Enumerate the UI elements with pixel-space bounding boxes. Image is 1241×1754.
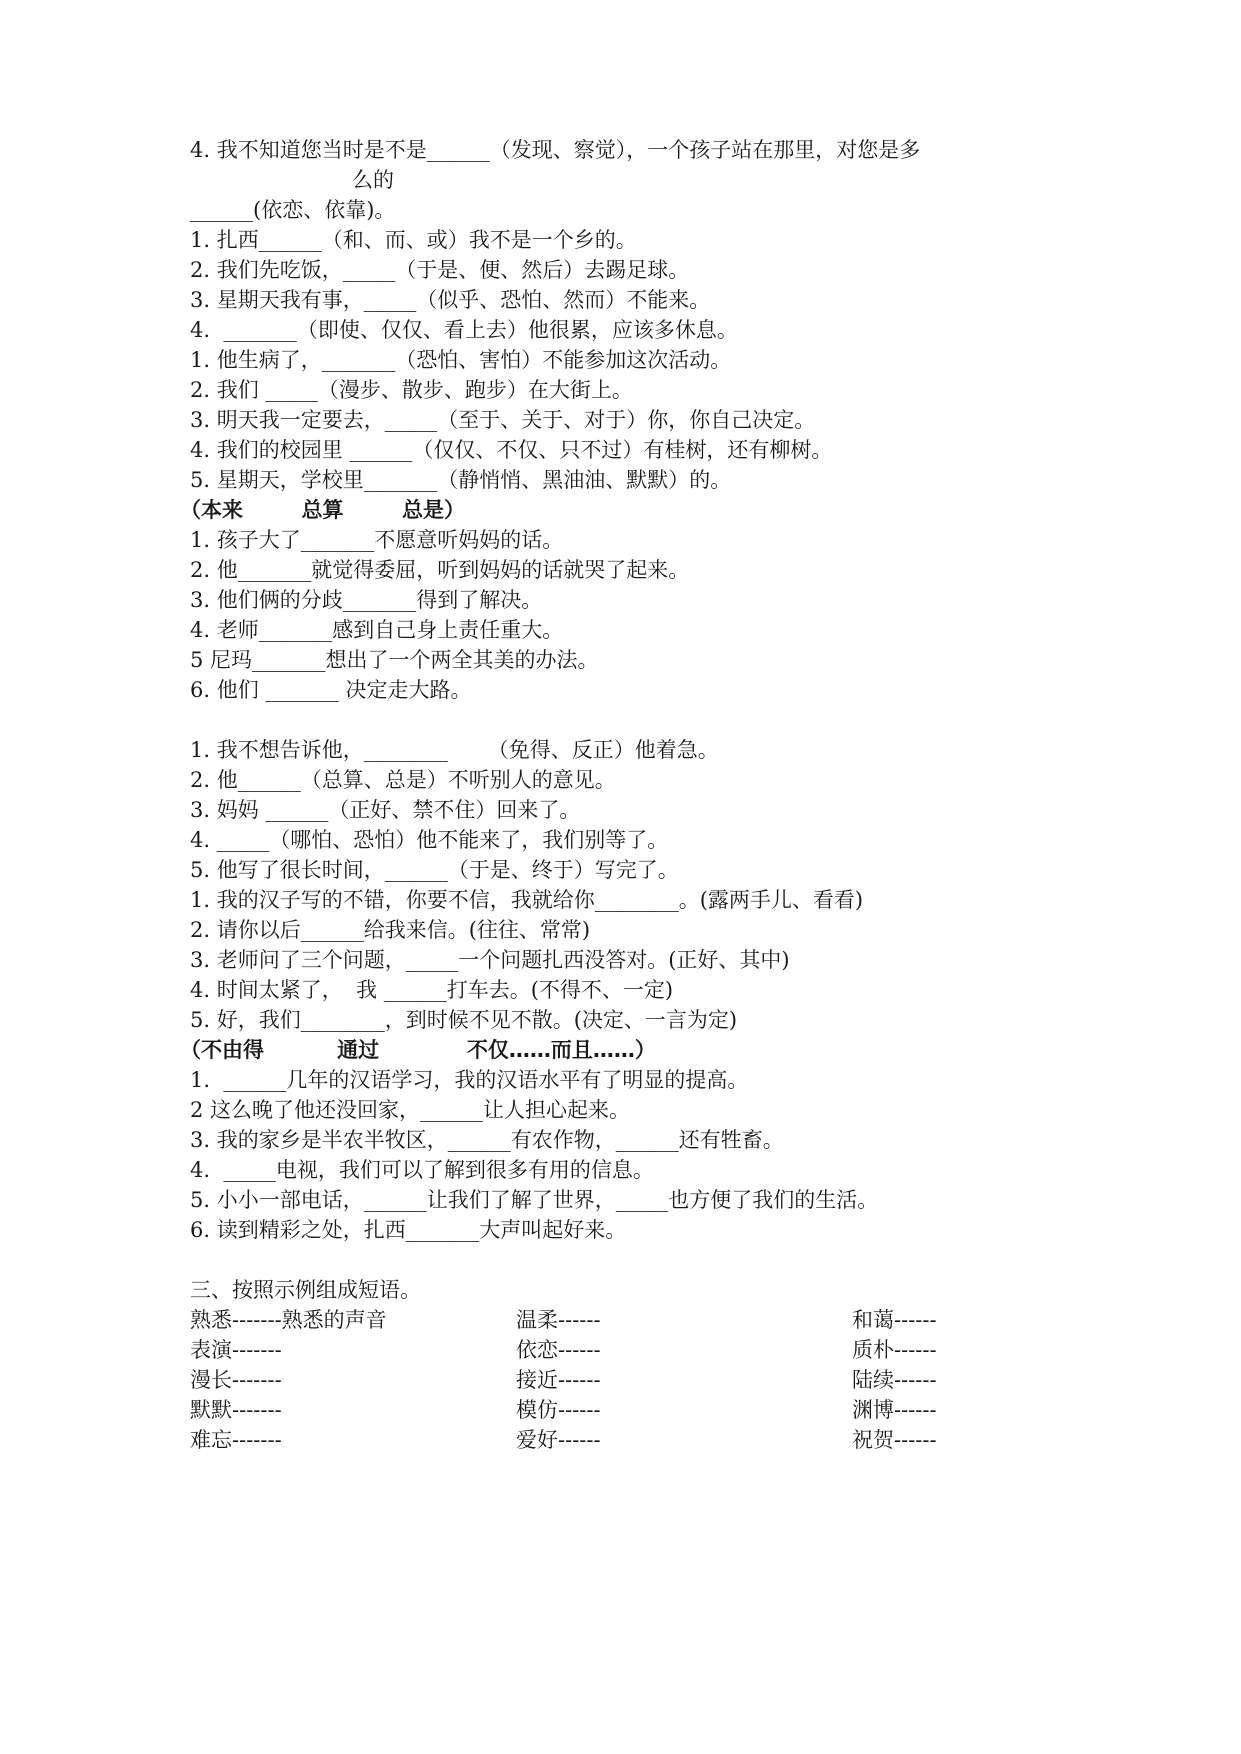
exercise-line: 3. 他们俩的分歧_______得到了解决。 [190, 588, 543, 612]
exercise-line: 2 这么晚了他还没回家，______让人担心起来。 [190, 1098, 631, 1122]
word-bank-heading: （不由得 通过 不仅……而且……） [180, 1038, 656, 1062]
exercise-line: 4. _____（哪怕、恐怕）他不能来了，我们别等了。 [190, 828, 669, 852]
exercise-line: 1. 我不想告诉他，________ （免得、反正）他着急。 [190, 738, 719, 762]
phrase-item: 表演------- [190, 1338, 282, 1362]
exercise-line: 4. 老师_______感到自己身上责任重大。 [190, 618, 564, 642]
exercise-line: 1. 我的汉子写的不错，你要不信，我就给你________。(露两手儿、看看) [190, 888, 864, 912]
exercise-line: 2. 请你以后______给我来信。(往往、常常) [190, 918, 591, 942]
exercise-line: 1. 孩子大了_______不愿意听妈妈的话。 [190, 528, 564, 552]
phrase-item: 祝贺------ [852, 1428, 937, 1452]
exercise-line: 5. 小小一部电话，______让我们了解了世界，_____也方便了我们的生活。 [190, 1188, 879, 1212]
exercise-line: 5. 好，我们________，到时候不见不散。(决定、一言为定) [190, 1008, 738, 1032]
exercise-line: 5. 星期天，学校里_______（静悄悄、黑油油、默默）的。 [190, 468, 732, 492]
exercise-line: 3. 妈妈 ______（正好、禁不住）回来了。 [190, 798, 581, 822]
phrase-item: 陆续------ [852, 1368, 937, 1392]
phrase-item: 接近------ [516, 1368, 601, 1392]
phrase-item: 依恋------ [516, 1338, 601, 1362]
exercise-line: 5 尼玛_______想出了一个两全其美的办法。 [190, 648, 599, 672]
phrase-item: 和蔼------ [852, 1308, 937, 1332]
exercise-line: ______(依恋、依靠)。 [190, 198, 396, 222]
word-bank-heading: （本来 总算 总是） [180, 498, 465, 522]
exercise-line: 1. 他生病了，_______（恐怕、害怕）不能参加这次活动。 [190, 348, 732, 372]
phrase-item: 爱好------ [516, 1428, 601, 1452]
exercise-line: 3. 老师问了三个问题，_____一个问题扎西没答对。(正好、其中) [190, 948, 790, 972]
exercise-line: 6. 他们 _______ 决定走大路。 [190, 678, 472, 702]
exercise-line: 4. _____电视，我们可以了解到很多有用的信息。 [190, 1158, 654, 1182]
exercise-line: 3. 明天我一定要去，_____（至于、关于、对于）你，你自己决定。 [190, 408, 816, 432]
phrase-item: 温柔------ [516, 1308, 601, 1332]
phrase-item: 漫长------- [190, 1368, 282, 1392]
exercise-line: 4. 我不知道您当时是不是______（发现、察觉），一个孩子站在那里，对您是多 [190, 138, 921, 162]
exercise-line: 2. 我们先吃饭，_____（于是、便、然后）去踢足球。 [190, 258, 690, 282]
exercise-line: 2. 他_______就觉得委屈，听到妈妈的话就哭了起来。 [190, 558, 690, 582]
exercise-line: 5. 他写了很长时间，______（于是、终于）写完了。 [190, 858, 679, 882]
phrase-item: 熟悉-------熟悉的声音 [190, 1308, 387, 1332]
exercise-line: 2. 我们 _____（漫步、散步、跑步）在大街上。 [190, 378, 633, 402]
exercise-line: 3. 我的家乡是半农半牧区，______有农作物，______还有牲畜。 [190, 1128, 784, 1152]
section-title: 三、按照示例组成短语。 [190, 1278, 421, 1302]
phrase-item: 模仿------ [516, 1398, 601, 1422]
phrase-item: 难忘------- [190, 1428, 282, 1452]
exercise-line: 4. 时间太紧了， 我 ______打车去。(不得不、一定) [190, 978, 674, 1002]
phrase-item: 默默------- [190, 1398, 282, 1422]
exercise-line: 4. _______（即使、仅仅、看上去）他很累，应该多休息。 [190, 318, 738, 342]
exercise-line: 1. 扎西______（和、而、或）我不是一个乡的。 [190, 228, 637, 252]
phrase-item: 渊博------ [852, 1398, 937, 1422]
exercise-line: 么的 [352, 168, 394, 192]
exercise-line: 6. 读到精彩之处，扎西_______大声叫起好来。 [190, 1218, 627, 1242]
exercise-line: 2. 他______（总算、总是）不听别人的意见。 [190, 768, 616, 792]
phrase-item: 质朴------ [852, 1338, 937, 1362]
exercise-line: 3. 星期天我有事，_____（似乎、恐怕、然而）不能来。 [190, 288, 711, 312]
exercise-line: 4. 我们的校园里 ______（仅仅、不仅、只不过）有桂树，还有柳树。 [190, 438, 833, 462]
exercise-line: 1. ______几年的汉语学习，我的汉语水平有了明显的提高。 [190, 1068, 749, 1092]
